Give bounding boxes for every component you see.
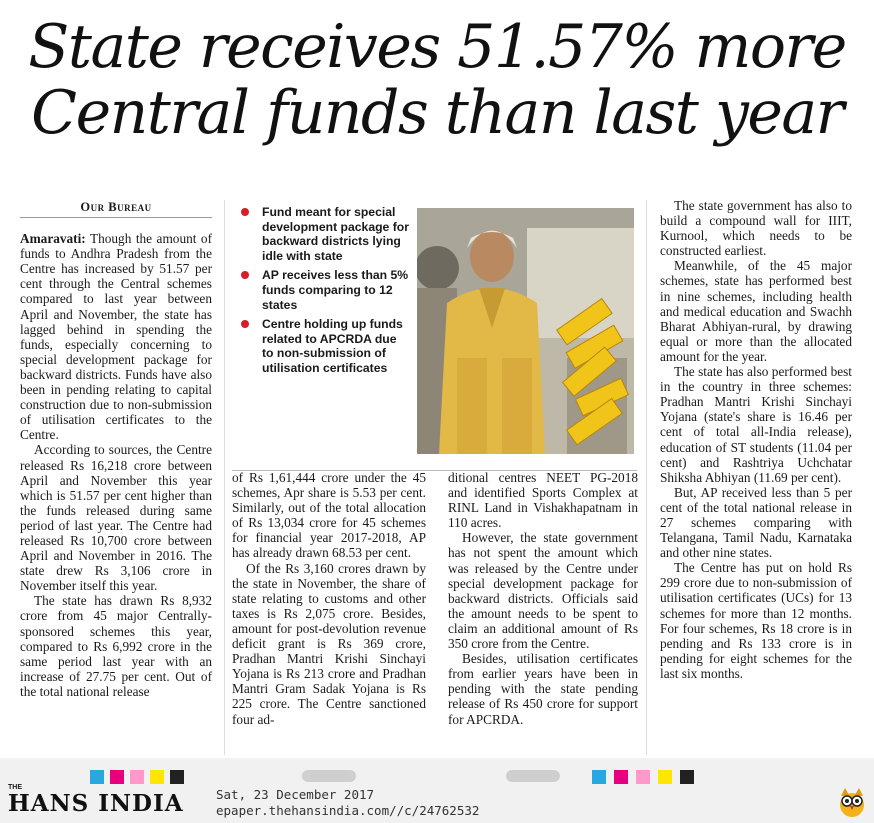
column-divider xyxy=(224,200,225,755)
color-swatch xyxy=(658,770,672,784)
photo-illustration xyxy=(417,208,634,454)
registration-mark xyxy=(302,770,356,782)
color-swatch xyxy=(150,770,164,784)
color-swatch xyxy=(592,770,606,784)
paragraph: Of the Rs 3,160 crores drawn by the state in November, the share of state relating to customs and other taxes is Rs 2,075 crore. Besides, amount for post-devolution revenue deficit grant is Rs 369 crore, Pradhan Mantri Krishi Sinchayi Yojana is Rs 213 crore and Pradhan Mantri Gram Sadak Yojana is Rs 225 crore. The Centre sanctioned four ad- xyxy=(232,560,426,727)
paragraph: However, the state government has not spent the amount which was released by the Centre under special development package for backward districts. Officials said the amount needs to be spent to claim an additional amount of Rs 350 crore from the Centre. xyxy=(448,530,638,652)
headline-line-2: Central funds than last year xyxy=(31,78,843,148)
article-column-1 xyxy=(20,200,212,699)
highlights-box xyxy=(238,205,410,381)
article-column-2 xyxy=(232,470,426,727)
bullet-icon xyxy=(241,271,249,279)
paragraph: The Centre has put on hold Rs 299 crore due to non-submission of utilisation certificates (UCs) for 13 schemes for more than 12 months. For four schemes, Rs 18 crore is in pending and Rs 133 crore is in pending for eight schemes for the last six months. xyxy=(660,560,852,681)
article-column-3 xyxy=(448,470,638,727)
article-column-4 xyxy=(660,198,852,681)
logo-prefix: THE xyxy=(8,784,22,791)
highlight-item: AP receives less than 5% funds comparing to 12 states xyxy=(238,268,410,312)
paragraph: ditional centres NEET PG-2018 and identified Sports Complex at RINL Land in Vishakhapatnam in 110 acres. xyxy=(448,470,638,531)
paragraph: Amaravati: Though the amount of funds to Andhra Pradesh from the Centre has increased by 51.57 per cent through the Central schemes compared to last year between April and November, the state has lagged behind in spending the funds, especially concerning to special development package for backward districts. Funds have also been in pending relating to capital construction due to non-submission of utilisation certificates to the Centre. xyxy=(20,231,212,443)
headline xyxy=(0,14,874,146)
news-photo xyxy=(417,208,634,454)
headline-line-1: State receives 51.57% more xyxy=(28,12,846,82)
byline: Our Bureau xyxy=(20,200,212,218)
highlight-item: Fund meant for special development package for backward districts lying idle with state xyxy=(238,205,410,263)
bullet-icon xyxy=(241,208,249,216)
paragraph: The state government has also to build a compound wall for IIIT, Kurnool, which needs to be constructed earliest. xyxy=(660,198,852,259)
dateline: Amaravati: xyxy=(20,231,86,247)
paragraph: The state has drawn Rs 8,932 crore from 45 major Centrally-sponsored schemes this year, compared to Rs 6,992 crore in the same period last year with an increase of 27.75 per cent. Out of the total national release xyxy=(20,593,212,699)
paragraph: Meanwhile, of the 45 major schemes, state has performed best in nine schemes, including health and medical education and Swachh Bharat Abhiyan-rural, by drawing equal or more than the allocated amount for the year. xyxy=(660,258,852,364)
color-swatch xyxy=(110,770,124,784)
color-swatch xyxy=(90,770,104,784)
paragraph: The state has also performed best in the country in three schemes: Pradhan Mantri Krishi Sinchayi Yojana (state's share is 16.46 per cent of total all-India release), education of ST students (11.04 per cent) and Rashtriya Uchchatar Shiksha Abhiyan (11.69 per cent). xyxy=(660,364,852,485)
hans-india-logo: HANS INDIA xyxy=(8,790,184,817)
highlight-item: Centre holding up funds related to APCRDA due to non-submission of utilisation certificates xyxy=(238,317,410,375)
registration-mark xyxy=(506,770,560,782)
paragraph: Besides, utilisation certificates from earlier years have been in pending with the state pending release of Rs 450 crore for support for APCRDA. xyxy=(448,651,638,727)
column-divider xyxy=(646,200,647,755)
color-swatch xyxy=(614,770,628,784)
color-swatch xyxy=(170,770,184,784)
bullet-icon xyxy=(241,320,249,328)
edition-date: Sat, 23 December 2017 xyxy=(216,787,375,802)
color-swatch xyxy=(130,770,144,784)
owl-mascot-icon xyxy=(838,786,866,818)
paragraph: of Rs 1,61,444 crore under the 45 schemes, Apr share is 5.53 per cent. Similarly, out of the total allocation of Rs 13,034 crore for 45 schemes for financial year 2017-2018, AP has already drawn 68.53 per cent. xyxy=(232,470,426,561)
paragraph: According to sources, the Centre released Rs 16,218 crore between April and November this year which is 51.57 per cent higher than the funds released during same period of last year. The Centre had released Rs 10,700 crore between April and November in 2016. The state drew Rs 3,106 crore in November itself this year. xyxy=(20,442,212,594)
epaper-url[interactable]: epaper.thehansindia.com//c/24762532 xyxy=(216,803,480,818)
color-swatch xyxy=(636,770,650,784)
paragraph: But, AP received less than 5 per cent of the total national release in 27 schemes comparing with Telangana, Tamil Nadu, Karnataka and other nine states. xyxy=(660,484,852,561)
color-swatch xyxy=(680,770,694,784)
